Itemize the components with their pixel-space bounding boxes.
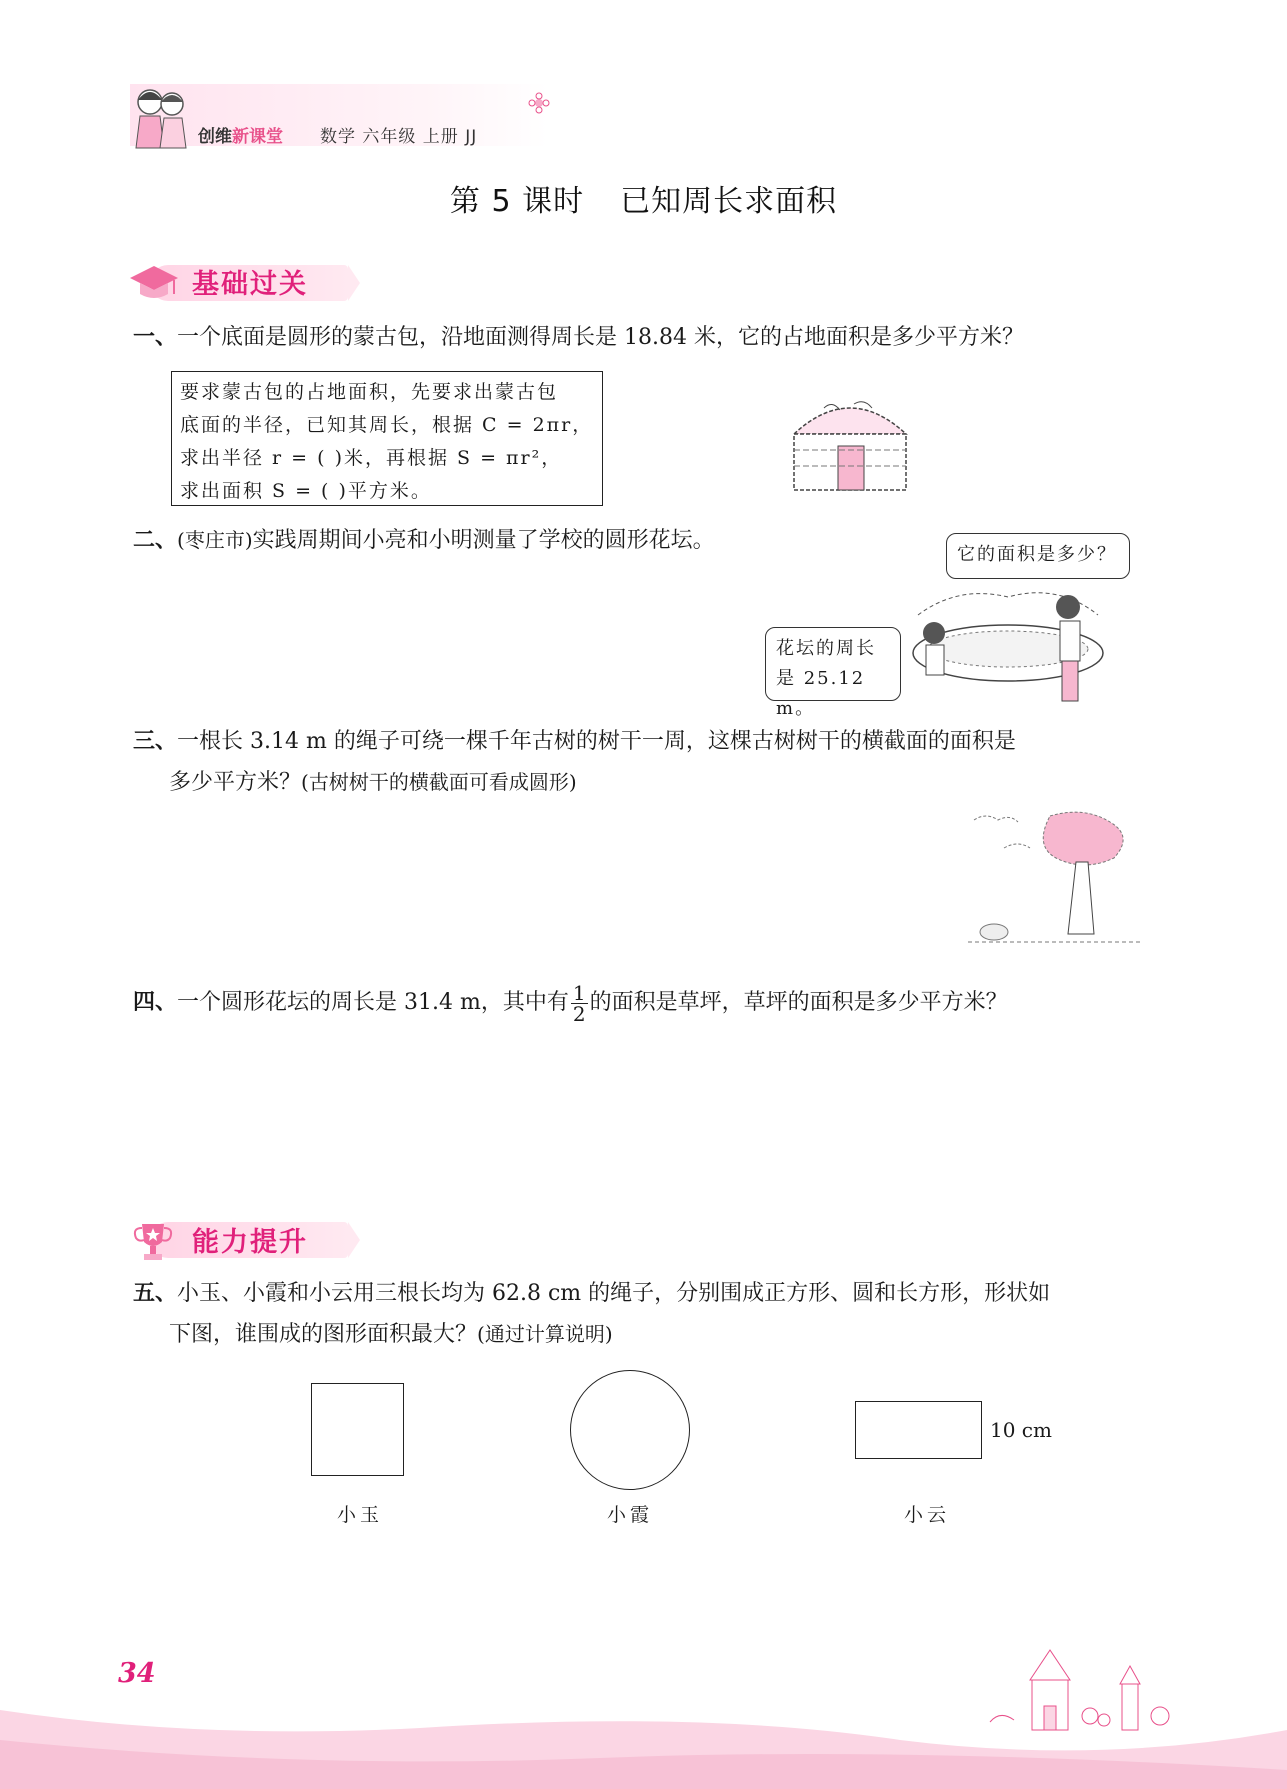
shape-label-xiaoyu: 小玉 [337, 1504, 384, 1526]
book-info: 数学 六年级 上册 JJ [320, 127, 478, 147]
rectangle-shape [855, 1401, 982, 1459]
question-2 [133, 520, 933, 561]
question-text: 一个圆形花坛的周长是 31.4 m，其中有 [177, 990, 569, 1015]
speech-bubble-top: 它的面积是多少？ [946, 533, 1130, 579]
flowerbed-kids-illustration [898, 575, 1120, 709]
speech-bubble-left: 花坛的周长 是 25.12 m。 [765, 627, 901, 701]
hint-line: 底面的半径，已知其周长，根据 C = 2πr， [180, 414, 594, 436]
castle-decoration-icon [980, 1640, 1180, 1740]
mascot-girls-icon [128, 80, 192, 152]
question-3-line2: 多少平方米？(古树树干的横截面可看成圆形) [169, 770, 577, 795]
question-3 [133, 722, 1163, 762]
hint-box [171, 371, 603, 506]
circle-shape [570, 1370, 690, 1490]
yurt-illustration [784, 388, 916, 496]
section-title-basic: 基础过关 [192, 269, 308, 300]
question-source: (枣庄市) [177, 528, 253, 552]
question-number: 一、 [133, 325, 178, 350]
graduation-cap-icon [128, 262, 180, 306]
question-5-line2: 下图，谁围成的图形面积最大？(通过计算说明) [169, 1322, 613, 1347]
question-text-after: 的面积是草坪，草坪的面积是多少平方米？ [589, 990, 1008, 1015]
flower-icon [528, 92, 550, 114]
brand-name: 创维新课堂 [198, 127, 283, 147]
question-text: 小玉、小霞和小云用三根长均为 62.8 cm 的绳子，分别围成正方形、圆和长方形，形状如 [177, 1281, 1051, 1306]
question-number: 三、 [133, 729, 178, 754]
question-note: (通过计算说明) [477, 1322, 613, 1346]
section-title-advanced: 能力提升 [192, 1227, 308, 1258]
question-number: 五、 [133, 1281, 178, 1306]
ancient-tree-illustration [964, 806, 1142, 946]
question-text: 一根长 3.14 m 的绳子可绕一棵千年古树的树干一周，这棵古树树干的横截面的面积是 [177, 729, 1016, 754]
question-number: 四、 [133, 990, 178, 1015]
square-shape [311, 1383, 404, 1476]
page-number: 34 [118, 1658, 156, 1689]
shape-label-xiaoxia: 小霞 [607, 1504, 654, 1526]
question-note: (古树树干的横截面可看成圆形) [301, 770, 577, 794]
question-number: 二、 [133, 528, 178, 553]
question-text: 实践周期间小亮和小明测量了学校的圆形花坛。 [252, 528, 715, 553]
question-4 [133, 973, 1163, 1033]
fraction-half: $\frac{1}{2}$ [572, 980, 586, 1026]
hint-line: 求出半径 r = ( )米，再根据 S = πr²， [180, 447, 563, 469]
shape-label-xiaoyun: 小云 [904, 1504, 951, 1526]
trophy-icon [130, 1218, 176, 1264]
hint-line: 求出面积 S = ( )平方米。 [180, 480, 432, 502]
rectangle-dimension-label: 10 cm [990, 1418, 1052, 1442]
question-5 [133, 1274, 1173, 1314]
question-1 [133, 318, 1163, 358]
hint-line: 要求蒙古包的占地面积，先要求出蒙古包 [180, 381, 559, 403]
lesson-title: 第 5 课时 已知周长求面积 [449, 184, 838, 219]
question-text: 一个底面是圆形的蒙古包，沿地面测得周长是 18.84 米，它的占地面积是多少平方米？ [177, 325, 1024, 350]
